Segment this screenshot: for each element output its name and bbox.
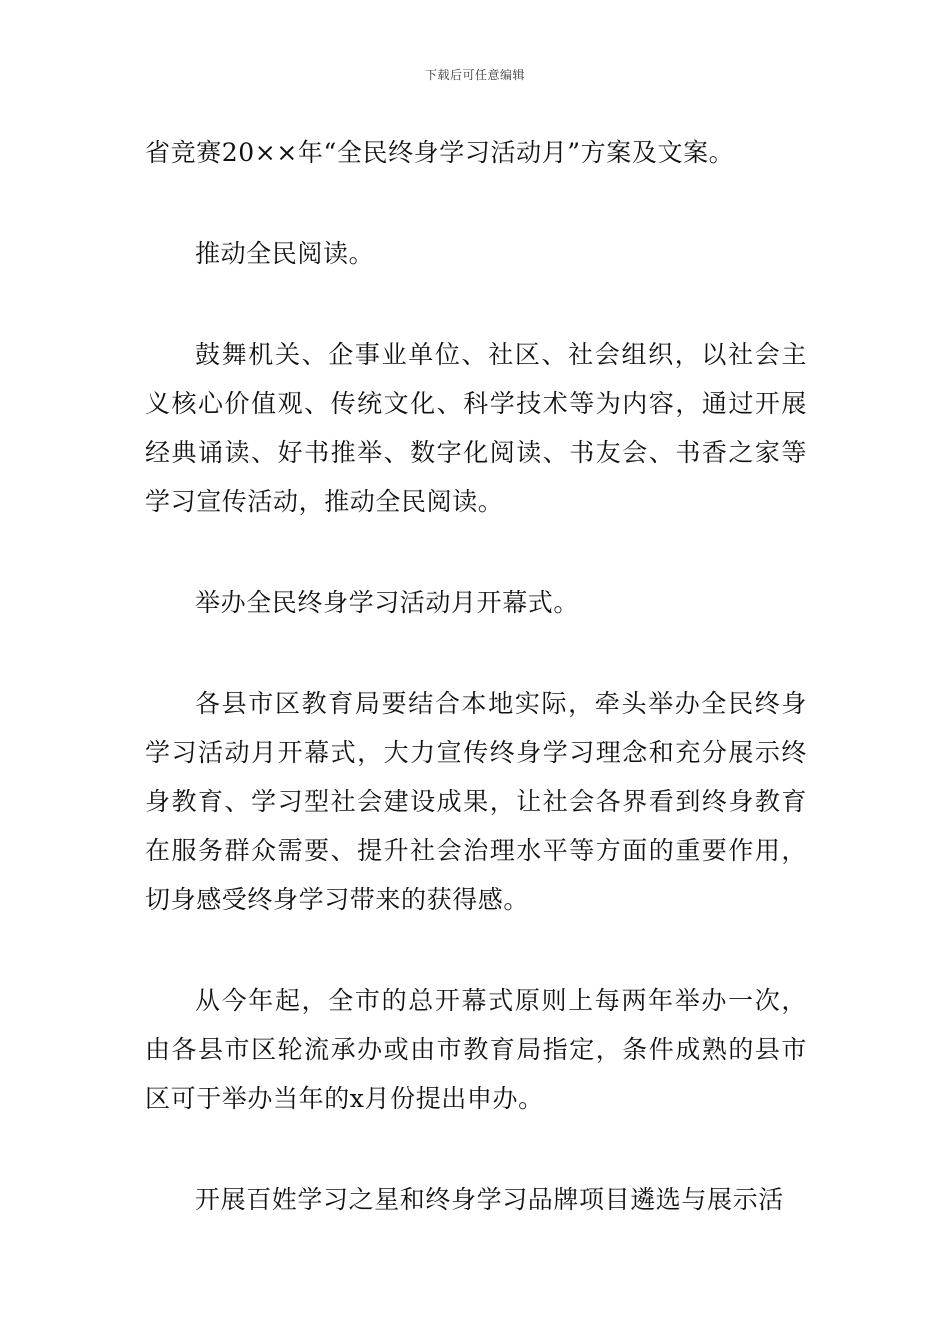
paragraph-schedule-detail: 从今年起，全市的总开幕式原则上每两年举办一次，由各县市区轮流承办或由市教育局指定，条件成熟的县市区可于举办当年的x月份提出申办。: [145, 986, 807, 1113]
document-title-line: 省竞赛20××年“全民终身学习活动月”方案及文案。: [145, 138, 735, 167]
page-header-note: 下载后可任意编辑: [424, 68, 525, 82]
paragraph-reading-detail: 鼓舞机关、企事业单位、社区、社会组织，以社会主义核心价值观、传统文化、科学技术等为内容，通过开展经典诵读、好书推举、数字化阅读、书友会、书香之家等学习宣传活动，推动全民阅读。: [145, 340, 807, 516]
paragraph-heading-opening: 举办全民终身学习活动月开幕式。: [195, 588, 580, 617]
paragraph-heading-reading: 推动全民阅读。: [195, 239, 375, 268]
paragraph-opening-detail: 各县市区教育局要结合本地实际，牵头举办全民终身学习活动月开幕式，大力宣传终身学习理念和充分展示终身教育、学习型社会建设成果，让社会各界看到终身教育在服务群众需要、提升社会治理水平等方面的重要作用，切身感受终身学习带来的获得感。: [145, 689, 807, 914]
paragraph-heading-stars: 开展百姓学习之星和终身学习品牌项目遴选与展示活: [195, 1185, 784, 1214]
document-body: [145, 128, 807, 1276]
